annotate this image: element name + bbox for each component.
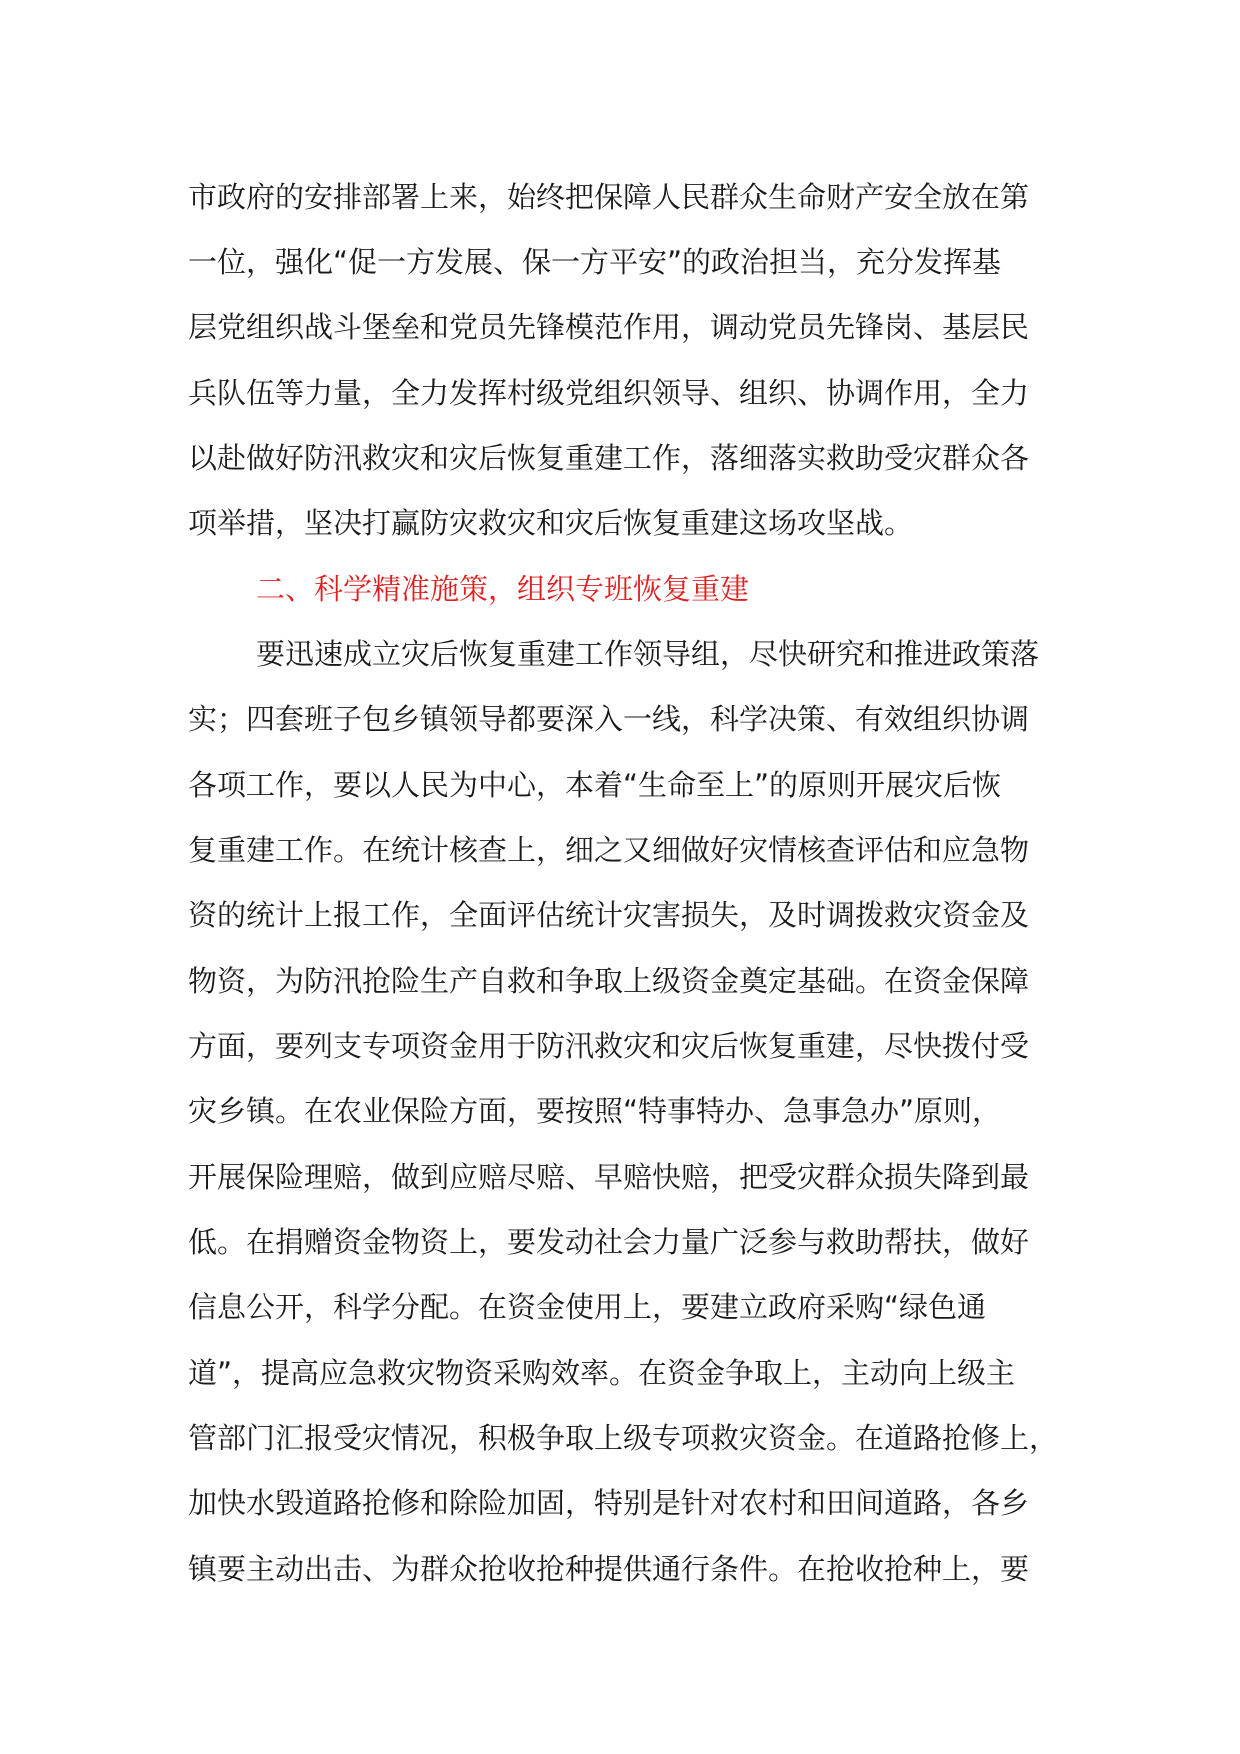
paragraph-1-line-1: 市政府的安排部署上来，始终把保障人民群众生命财产安全放在第 — [188, 180, 1030, 214]
paragraph-2-line-12: 道”，提高应急救灾物资采购效率。在资金争取上，主动向上级主 — [188, 1356, 1016, 1390]
paragraph-2-line-7: 方面，要列支专项资金用于防汛救灾和灾后恢复重建，尽快拨付受 — [188, 1029, 1030, 1063]
paragraph-2-line-8: 灾乡镇。在农业保险方面，要按照“特事特办、急事急办”原则， — [188, 1094, 1002, 1128]
paragraph-2-line-5: 资的统计上报工作，全面评估统计灾害损失，及时调拨救灾资金及 — [188, 898, 1030, 932]
paragraph-2-line-6: 物资，为防汛抢险生产自救和争取上级资金奠定基础。在资金保障 — [188, 964, 1030, 998]
section-heading-2: 二、科学精准施策，组织专班恢复重建 — [256, 572, 750, 606]
paragraph-1-line-4: 兵队伍等力量，全力发挥村级党组织领导、组织、协调作用，全力 — [188, 376, 1030, 410]
paragraph-1-line-2: 一位，强化“促一方发展、保一方平安”的政治担当，充分发挥基 — [188, 245, 1002, 279]
paragraph-2-line-1: 要迅速成立灾后恢复重建工作领导组，尽快研究和推进政策落 — [256, 637, 1040, 671]
paragraph-2-line-10: 低。在捐赠资金物资上，要发动社会力量广泛参与救助帮扶，做好 — [188, 1225, 1030, 1259]
paragraph-1-line-3: 层党组织战斗堡垒和党员先锋模范作用，调动党员先锋岗、基层民 — [188, 310, 1030, 344]
paragraph-1-line-5: 以赴做好防汛救灾和灾后恢复重建工作，落细落实救助受灾群众各 — [188, 441, 1030, 475]
paragraph-2-line-4: 复重建工作。在统计核查上，细之又细做好灾情核查评估和应急物 — [188, 833, 1030, 867]
paragraph-1-line-6: 项举措，坚决打赢防灾救灾和灾后恢复重建这场攻坚战。 — [188, 506, 914, 540]
paragraph-2-line-9: 开展保险理赔，做到应赔尽赔、早赔快赔，把受灾群众损失降到最 — [188, 1160, 1030, 1194]
paragraph-2-line-13: 管部门汇报受灾情况，积极争取上级专项救灾资金。在道路抢修上， — [188, 1421, 1059, 1455]
paragraph-2-line-11: 信息公开，科学分配。在资金使用上，要建立政府采购“绿色通 — [188, 1290, 987, 1324]
paragraph-2-line-15: 镇要主动出击、为群众抢收抢种提供通行条件。在抢收抢种上，要 — [188, 1552, 1030, 1586]
paragraph-2-line-3: 各项工作，要以人民为中心，本着“生命至上”的原则开展灾后恢 — [188, 768, 1002, 802]
paragraph-2-line-2: 实；四套班子包乡镇领导都要深入一线，科学决策、有效组织协调 — [188, 702, 1030, 736]
paragraph-2-line-14: 加快水毁道路抢修和除险加固，特别是针对农村和田间道路，各乡 — [188, 1486, 1030, 1520]
